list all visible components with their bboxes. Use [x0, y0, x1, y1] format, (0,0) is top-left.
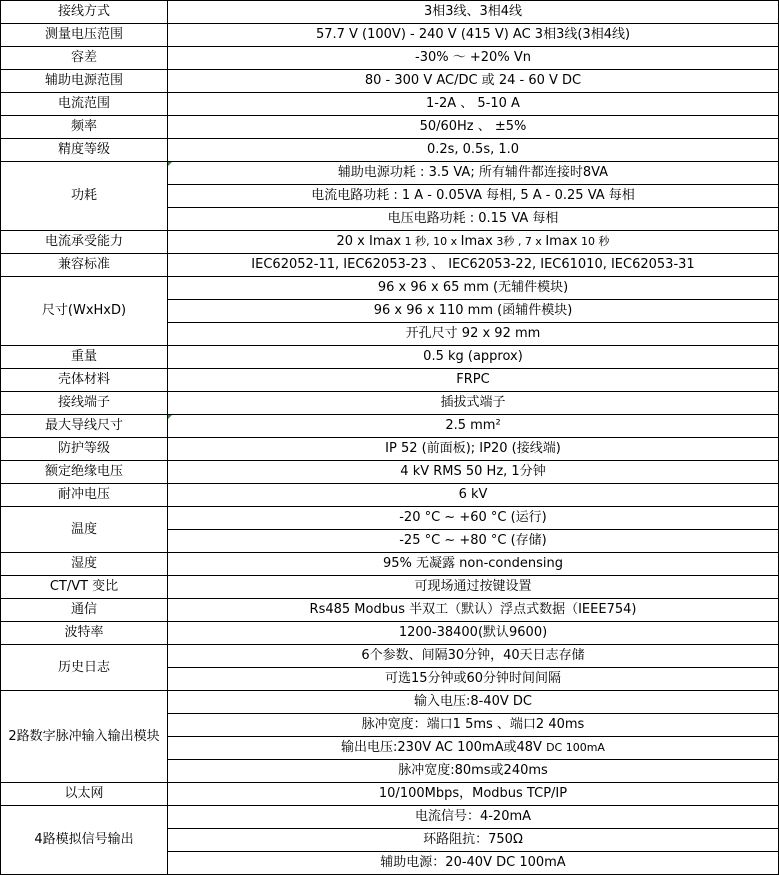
table-row — [1, 691, 779, 714]
row-value: Rs485 Modbus 半双工（默认）浮点式数据（IEEE754) — [168, 599, 779, 622]
table-row — [1, 392, 779, 415]
row-value: 10/100Mbps，Modbus TCP/IP — [168, 783, 779, 806]
row-label: 电流承受能力 — [1, 231, 168, 254]
row-value: -20 °C ~ +60 °C (运行) — [168, 507, 779, 530]
table-row — [1, 576, 779, 599]
row-value: 0.2s, 0.5s, 1.0 — [168, 139, 779, 162]
row-value: FRPC — [168, 369, 779, 392]
table-row — [1, 438, 779, 461]
row-value: 1200-38400(默认9600) — [168, 622, 779, 645]
row-value — [168, 737, 779, 760]
table-row — [1, 24, 779, 47]
row-value: 95% 无凝露 non-condensing — [168, 553, 779, 576]
row-label: 壳体材料 — [1, 369, 168, 392]
row-value: 辅助电源功耗 : 3.5 VA; 所有辅件都连接时8VA — [168, 162, 779, 185]
row-label: 湿度 — [1, 553, 168, 576]
row-value: 插拔式端子 — [168, 392, 779, 415]
row-value: IP 52 (前面板); IP20 (接线端) — [168, 438, 779, 461]
row-value: 1-2A 、 5-10 A — [168, 93, 779, 116]
value-text: 20 x Imax — [336, 234, 402, 249]
row-label: 额定绝缘电压 — [1, 461, 168, 484]
value-text: 3秒 , 7 x — [492, 235, 546, 248]
row-label: 重量 — [1, 346, 168, 369]
row-label: 历史日志 — [1, 645, 168, 691]
row-label: 接线方式 — [1, 1, 168, 24]
row-value: 电流电路功耗 : 1 A - 0.05VA 每相, 5 A - 0.25 VA 每相 — [168, 185, 779, 208]
table-row — [1, 553, 779, 576]
row-label: 防护等级 — [1, 438, 168, 461]
row-label: 2路数字脉冲输入输出模块 — [1, 691, 168, 783]
row-value: 57.7 V (100V) - 240 V (415 V) AC 3相3线(3相4线) — [168, 24, 779, 47]
row-label: 兼容标准 — [1, 254, 168, 277]
row-label: 以太网 — [1, 783, 168, 806]
table-row — [1, 622, 779, 645]
table-row — [1, 47, 779, 70]
row-label: 温度 — [1, 507, 168, 553]
value-text: 1 秒, 10 x — [401, 235, 461, 248]
row-value: 脉冲宽度：端口1 5ms 、端口2 40ms — [168, 714, 779, 737]
row-label: 辅助电源范围 — [1, 70, 168, 93]
row-value: 80 - 300 V AC/DC 或 24 - 60 V DC — [168, 70, 779, 93]
row-value: 6 kV — [168, 484, 779, 507]
row-value: 环路阻抗：750Ω — [168, 829, 779, 852]
row-value: 辅助电源：20-40V DC 100mA — [168, 852, 779, 875]
row-label: 频率 — [1, 116, 168, 139]
value-text: Imax — [545, 234, 578, 249]
table-row — [1, 599, 779, 622]
row-value: 4 kV RMS 50 Hz, 1分钟 — [168, 461, 779, 484]
row-value: 2.5 mm² — [168, 415, 779, 438]
row-label: CT/VT 变比 — [1, 576, 168, 599]
row-value: 6个参数、间隔30分钟，40天日志存储 — [168, 645, 779, 668]
row-value: -30% ～ +20% Vn — [168, 47, 779, 70]
row-value: IEC62052-11, IEC62053-23 、 IEC62053-22, IEC61010, IEC62053-31 — [168, 254, 779, 277]
row-label: 电流范围 — [1, 93, 168, 116]
row-label: 尺寸(WxHxD) — [1, 277, 168, 346]
row-value: 输入电压:8-40V DC — [168, 691, 779, 714]
row-value: 电压电路功耗 : 0.15 VA 每相 — [168, 208, 779, 231]
row-label: 容差 — [1, 47, 168, 70]
table-row — [1, 139, 779, 162]
row-label: 波特率 — [1, 622, 168, 645]
row-label: 测量电压范围 — [1, 24, 168, 47]
table-row — [1, 783, 779, 806]
value-text: 输出电压:230V AC 100mA或48V — [341, 740, 542, 755]
row-label: 接线端子 — [1, 392, 168, 415]
table-row — [1, 484, 779, 507]
value-text: DC 100mA — [546, 741, 605, 754]
row-value: 96 x 96 x 65 mm (无辅件模块) — [168, 277, 779, 300]
table-row — [1, 254, 779, 277]
table-row — [1, 369, 779, 392]
row-value: 开孔尺寸 92 x 92 mm — [168, 323, 779, 346]
row-value: 3相3线、3相4线 — [168, 1, 779, 24]
table-row — [1, 277, 779, 300]
row-label: 通信 — [1, 599, 168, 622]
row-value: 50/60Hz 、 ±5% — [168, 116, 779, 139]
table-row — [1, 346, 779, 369]
row-label: 耐冲电压 — [1, 484, 168, 507]
row-value: 电流信号：4-20mA — [168, 806, 779, 829]
table-row — [1, 231, 779, 254]
table-row — [1, 461, 779, 484]
table-row — [1, 162, 779, 185]
row-label: 最大导线尺寸 — [1, 415, 168, 438]
row-value — [168, 231, 779, 254]
table-row — [1, 70, 779, 93]
row-value: 可选15分钟或60分钟时间间隔 — [168, 668, 779, 691]
row-value: 脉冲宽度:80ms或240ms — [168, 760, 779, 783]
row-label: 精度等级 — [1, 139, 168, 162]
row-label: 4路模拟信号输出 — [1, 806, 168, 875]
row-value: 0.5 kg (approx) — [168, 346, 779, 369]
row-value: -25 °C ~ +80 °C (存储) — [168, 530, 779, 553]
table-row — [1, 415, 779, 438]
table-row — [1, 116, 779, 139]
value-text: Imax — [460, 234, 493, 249]
row-value: 96 x 96 x 110 mm (函辅件模块) — [168, 300, 779, 323]
row-value: 可现场通过按键设置 — [168, 576, 779, 599]
table-row — [1, 93, 779, 116]
table-row — [1, 806, 779, 829]
table-row — [1, 507, 779, 530]
table-row — [1, 645, 779, 668]
value-text: 10 秒 — [577, 235, 610, 248]
table-row — [1, 1, 779, 24]
row-label: 功耗 — [1, 162, 168, 231]
